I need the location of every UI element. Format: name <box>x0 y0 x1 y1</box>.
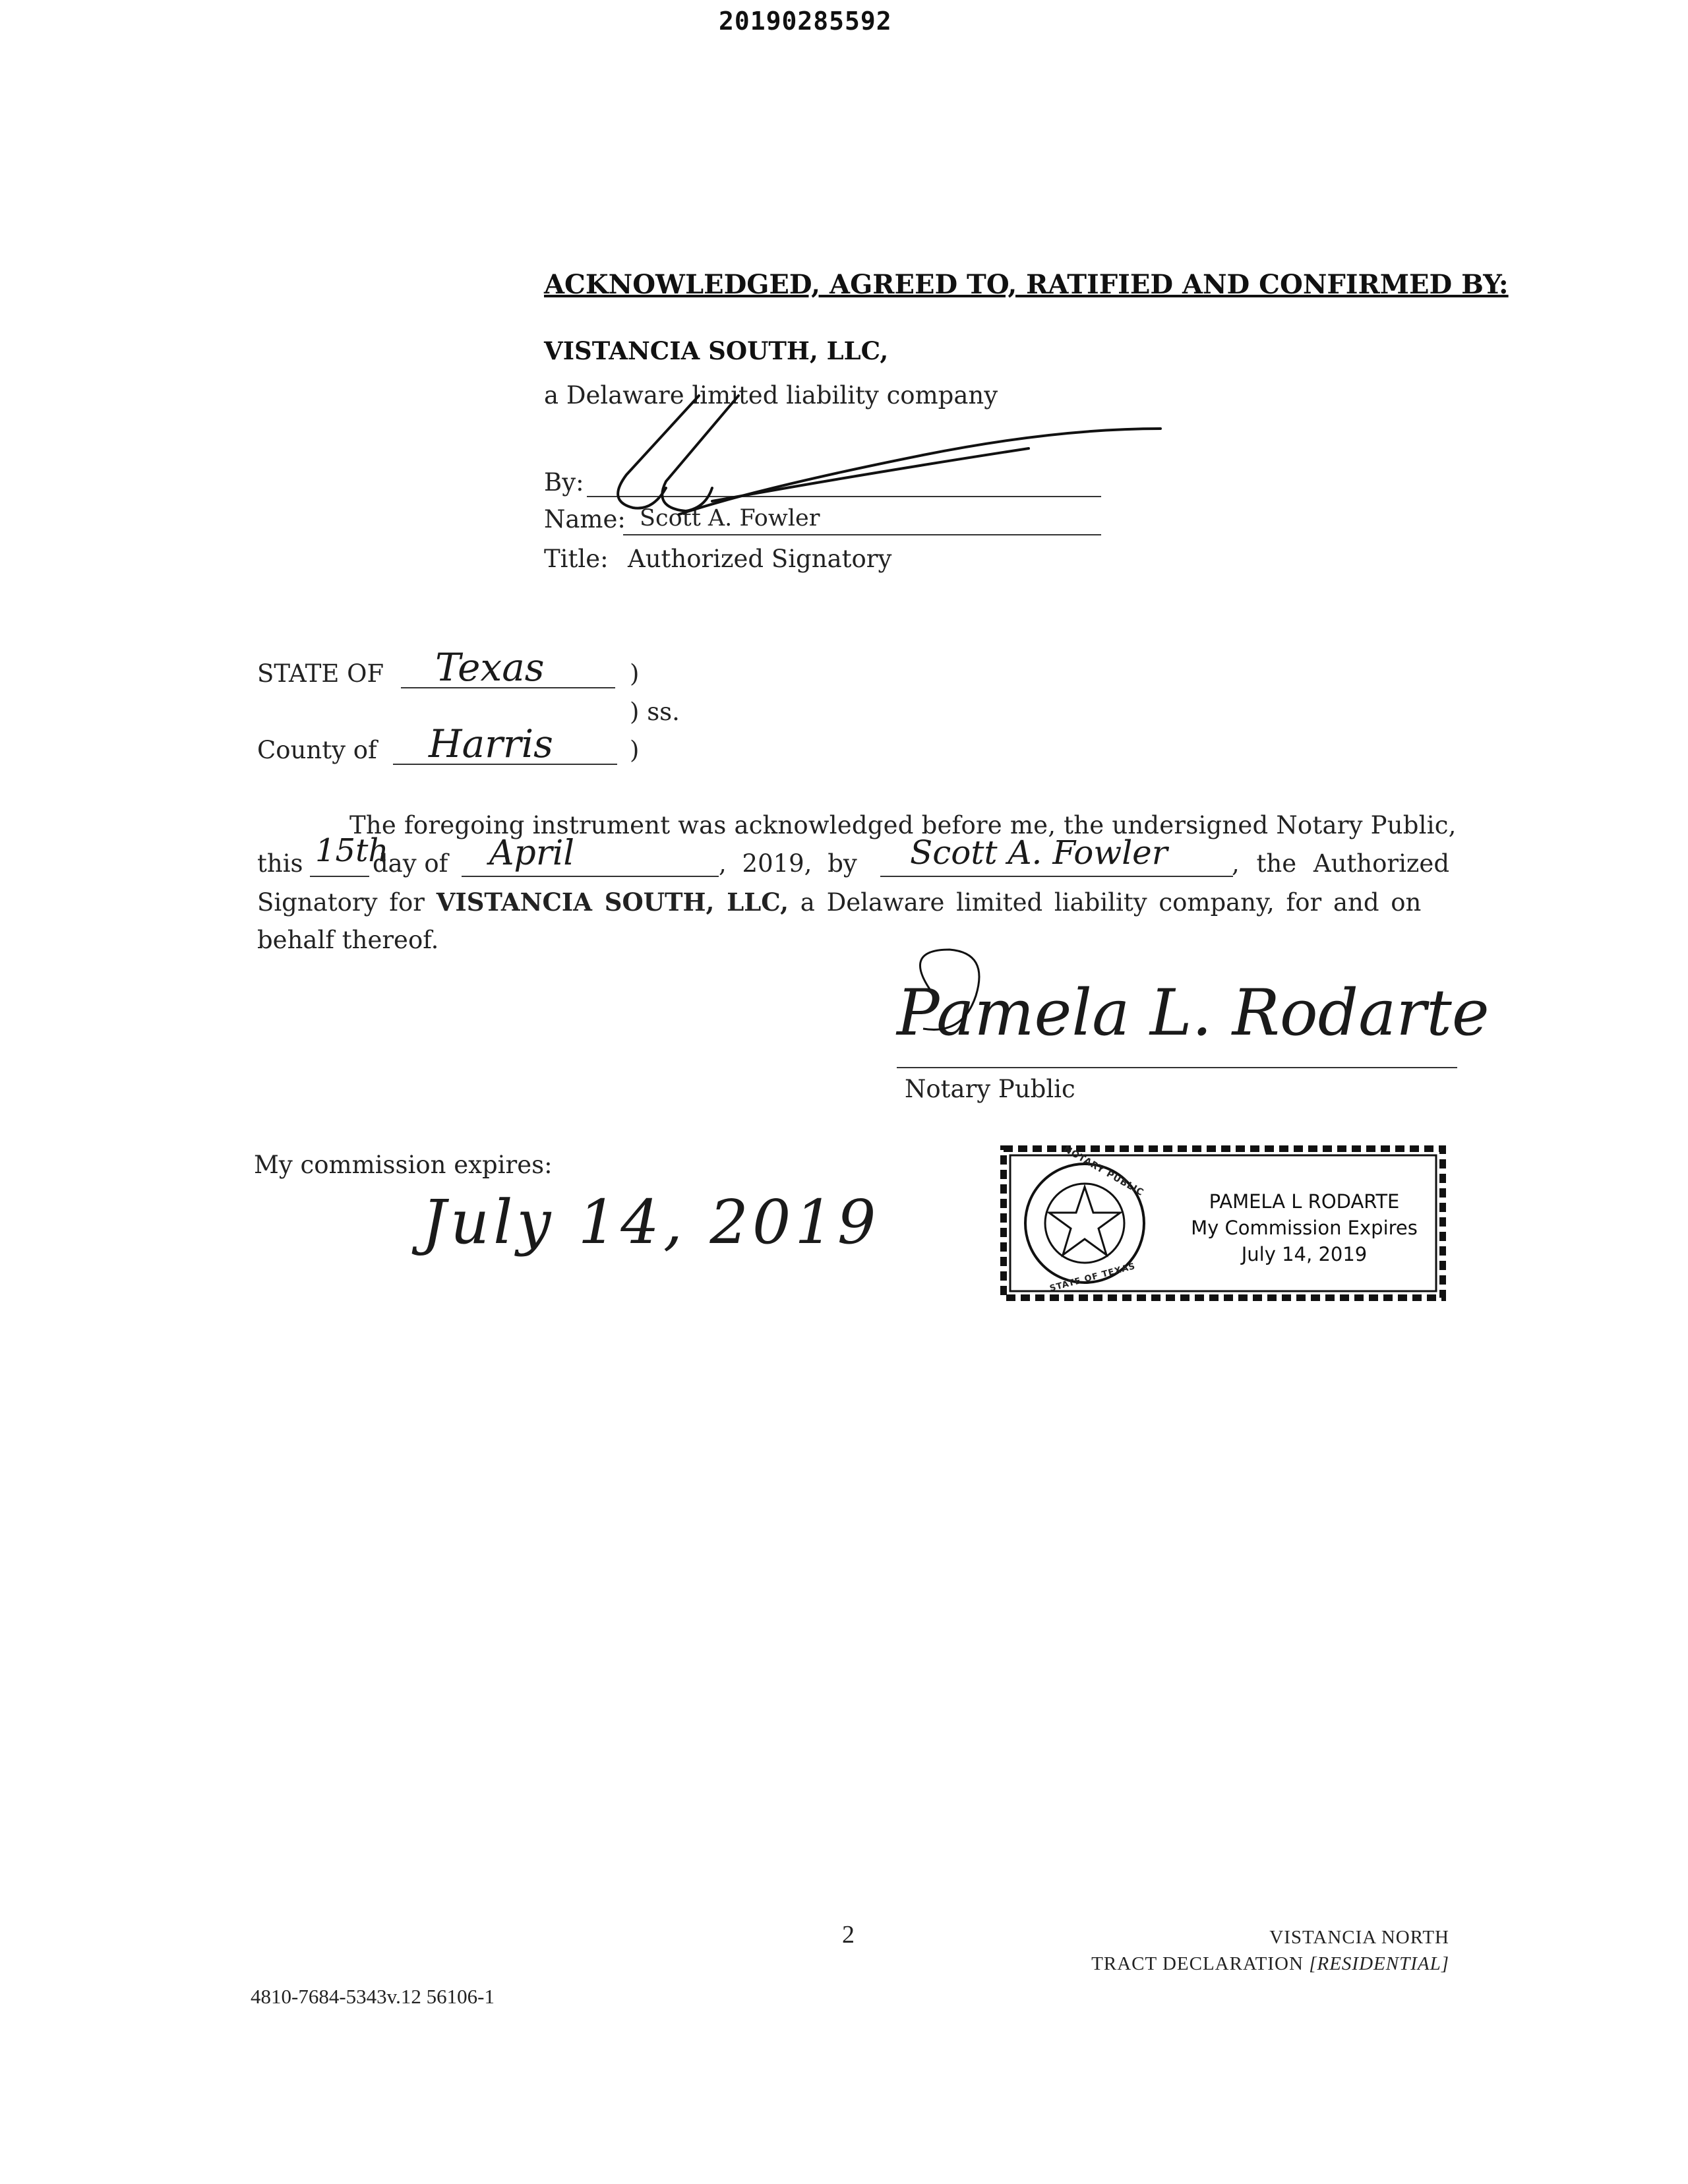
company-description: a Delaware limited liability company <box>544 381 998 410</box>
ack-day-of: day of <box>373 849 448 878</box>
notary-signature-line <box>897 1067 1457 1068</box>
county-value: Harris <box>429 721 553 766</box>
notary-stamp <box>996 1141 1451 1306</box>
notary-signature: Pamela L. Rodarte <box>897 976 1490 1050</box>
doc-title-suffix: [RESIDENTIAL] <box>1309 1953 1449 1974</box>
name-value: Scott A. Fowler <box>640 505 820 531</box>
ack-day-value: 15th <box>315 832 389 869</box>
notary-public-label: Notary Public <box>905 1075 1075 1103</box>
ack-line-3-pre: Signatory for <box>257 888 425 917</box>
ack-line-1: The foregoing instrument was acknowledged before me, the undersigned Notary Public, <box>349 811 1457 839</box>
venue-paren-ss: ) ss. <box>630 698 680 726</box>
name-label: Name: <box>544 505 626 533</box>
ack-this: this <box>257 849 303 878</box>
doc-title-2-wrap <box>1068 1953 1449 1975</box>
seal-top-text: NOTARY PUBLIC <box>1062 1143 1146 1199</box>
acknowledgment-heading: ACKNOWLEDGED, AGREED TO, RATIFIED AND CONFIRMED BY: <box>544 269 1509 300</box>
commission-handwritten-date: July 14, 2019 <box>422 1187 880 1258</box>
ack-signer-value: Scott A. Fowler <box>910 834 1168 872</box>
ack-line-4: behalf thereof. <box>257 926 439 954</box>
ack-the-authorized: , the Authorized <box>1232 849 1449 878</box>
stamp-name: PAMELA L RODARTE <box>1209 1190 1400 1213</box>
stamp-line-3: July 14, 2019 <box>1241 1243 1368 1265</box>
by-label: By: <box>544 468 584 497</box>
stamp-line-2: My Commission Expires <box>1191 1217 1418 1239</box>
doc-title-2: TRACT DECLARATION <box>1091 1953 1304 1974</box>
state-label: STATE OF <box>257 659 384 688</box>
ack-year-by: , 2019, by <box>719 849 857 878</box>
ack-month-value: April <box>489 834 574 873</box>
seal-bottom-text: STATE OF TEXAS <box>1048 1261 1137 1294</box>
title-value: Authorized Signatory <box>628 545 892 573</box>
title-label: Title: <box>544 545 609 573</box>
doc-title-1: VISTANCIA NORTH <box>1269 1927 1449 1948</box>
county-label: County of <box>257 736 377 764</box>
state-value: Texas <box>435 645 545 690</box>
ack-line-3-post: a Delaware limited liability company, for and on <box>800 888 1422 917</box>
doc-id: 4810-7684-5343v.12 56106-1 <box>251 1985 495 2008</box>
recording-number: 20190285592 <box>719 7 892 36</box>
commission-label: My commission expires: <box>254 1151 553 1179</box>
star-icon <box>1049 1187 1120 1255</box>
venue-paren-1: ) <box>630 659 640 688</box>
page-number: 2 <box>842 1921 855 1949</box>
ack-line-3-company: VISTANCIA SOUTH, LLC, <box>436 888 789 917</box>
venue-paren-2: ) <box>630 736 640 764</box>
company-name: VISTANCIA SOUTH, LLC, <box>544 336 889 365</box>
